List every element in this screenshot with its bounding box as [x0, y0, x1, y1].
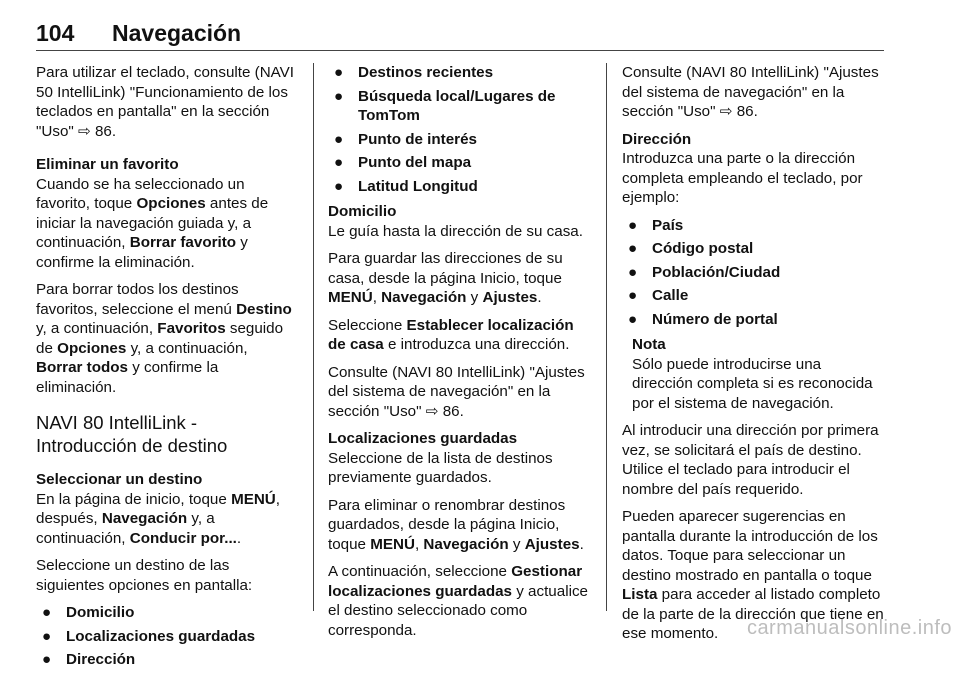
list-item: ● Domicilio: [42, 604, 135, 621]
note-box: [622, 335, 884, 413]
list-item: ● Latitud Longitud: [334, 177, 478, 195]
note-body: Sólo puede introducirse una dirección completa si es reconocida por el sistema de navegación.: [632, 355, 873, 412]
paragraph-gestionar: A continuación, seleccione Gestionar localizaciones guardadas y actualice el destino seleccionado como corresponda.: [328, 563, 588, 639]
list-item: ● Búsqueda local/Lugares de TomTom: [334, 87, 556, 124]
list-item: ● Calle: [628, 287, 689, 304]
paragraph-direccion: Introduzca una parte o la dirección completa empleando el teclado, por ejemplo:: [622, 150, 863, 206]
paragraph-establecer: Seleccione Establecer localización de casa e introduzca una dirección.: [328, 316, 574, 353]
destination-options-list-1: [36, 603, 298, 670]
column-divider-1: [313, 63, 314, 611]
paragraph-keyboard-ref: Para utilizar el teclado, consulte (NAVI 50 IntelliLink) "Funcionamiento de los teclados en pantalla" en la sección "Uso" ⇨ 86.: [36, 64, 295, 140]
paragraph-lista-destinos: Seleccione de la lista de destinos previamente guardados.: [328, 449, 553, 486]
page-ref-icon: ⇨: [78, 122, 91, 140]
page-header: [36, 20, 884, 50]
list-item: ● Número de portal: [628, 310, 778, 328]
paragraph-opciones: Seleccione un destino de las siguientes opciones en pantalla:: [36, 557, 253, 594]
paragraph-primera-vez: Al introducir una dirección por primera vez, se solicitará el país de destino. Utilice el teclado para introducir el nombre del país requerido.: [622, 422, 879, 498]
paragraph-eliminar-renombrar: Para eliminar o renombrar destinos guardados, desde la página Inicio, toque MENÚ, Navegación y Ajustes.: [328, 496, 584, 553]
paragraph-ajustes-ref-2: Consulte (NAVI 80 IntelliLink) "Ajustes del sistema de navegación" en la sección "Uso" ⇨ 86.: [622, 64, 879, 120]
list-item: ● Código postal: [628, 240, 754, 257]
page-ref-icon: ⇨: [425, 402, 439, 420]
header-rule: [36, 50, 884, 51]
note-title: Nota: [632, 336, 666, 353]
paragraph-domicilio: Le guía hasta la dirección de su casa.: [328, 222, 583, 240]
address-parts-list: [622, 216, 884, 330]
list-item: ● País: [628, 216, 684, 234]
paragraph-sugerencias: Pueden aparecer sugerencias en pantalla durante la introducción de los datos. Toque para seleccionar un destino mostrado en pantalla o toque Lista para acceder al listado completo de la parte de la dirección que tiene en ese momento.: [622, 508, 884, 642]
paragraph-eliminar-favorito: Cuando se ha seleccionado un favorito, toque Opciones antes de iniciar la navegación guiada y, a continuación, Borrar favorito y confirme la eliminación.: [36, 175, 269, 271]
section-heading: NAVI 80 IntelliLink - Introducción de destino: [36, 412, 228, 456]
column-divider-2: [606, 63, 607, 611]
subheading-localizaciones: Localizaciones guardadas: [328, 430, 518, 447]
watermark: carmanualsonline.info: [746, 617, 952, 639]
subheading-domicilio: Domicilio: [328, 203, 397, 220]
column-1: [36, 63, 298, 676]
list-item: ● Población/Ciudad: [628, 263, 781, 281]
page-title: Navegación: [112, 20, 242, 46]
list-item: ● Localizaciones guardadas: [42, 627, 256, 645]
subheading-seleccionar-destino: Seleccionar un destino: [36, 471, 203, 488]
subheading-direccion: Dirección: [622, 130, 692, 148]
page-ref-icon: ⇨: [719, 103, 733, 120]
destination-options-list-2: [328, 63, 590, 196]
paragraph-guardar-casa: Para guardar las direcciones de su casa, desde la página Inicio, toque MENÚ, Navegación y Ajustes.: [328, 250, 563, 306]
paragraph-borrar-todos: Para borrar todos los destinos favoritos, seleccione el menú Destino y, a continuación, Favoritos seguido de Opciones y, a continuación, Borrar todos y confirme la eliminación.: [36, 281, 292, 396]
list-item: ● Dirección: [42, 651, 136, 668]
paragraph-seleccionar: En la página de inicio, toque MENÚ, después, Navegación y, a continuación, Conducir por....: [36, 490, 281, 547]
list-item: ● Destinos recientes: [334, 64, 494, 81]
page-number: 104: [36, 20, 75, 46]
column-3: [622, 63, 884, 652]
column-2: [328, 63, 590, 648]
subheading-eliminar-favorito: Eliminar un favorito: [36, 156, 179, 173]
list-item: ● Punto del mapa: [334, 154, 472, 171]
paragraph-ajustes-ref: Consulte (NAVI 80 IntelliLink) "Ajustes del sistema de navegación" en la sección "Uso" ⇨ 86.: [328, 363, 585, 420]
list-item: ● Punto de interés: [334, 130, 477, 148]
